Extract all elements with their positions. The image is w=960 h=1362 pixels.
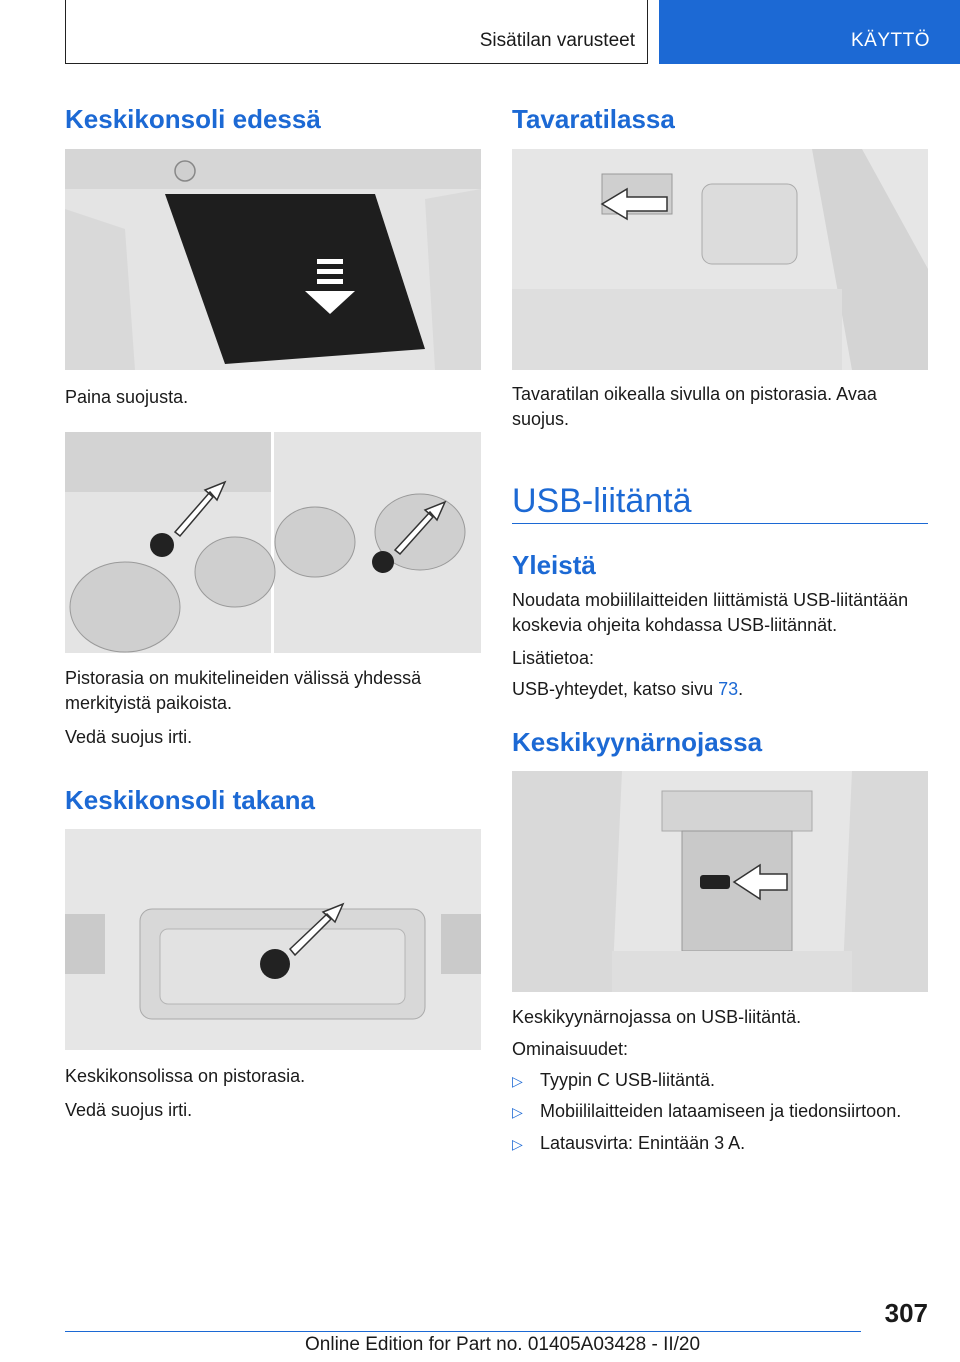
figure-armrest-usb bbox=[512, 771, 928, 992]
heading-trunk: Tavaratilassa bbox=[512, 104, 675, 134]
para-usb-connections-text: USB-yhteydet, katso sivu bbox=[512, 679, 719, 699]
list-item-text: Tyypin C USB-liitäntä. bbox=[540, 1070, 716, 1090]
para-usb-connections bbox=[512, 677, 928, 702]
heading-general: Yleistä bbox=[512, 550, 596, 580]
heading-front-console: Keskikonsoli edessä bbox=[65, 104, 321, 134]
caption-pull-cover-front: Vedä suojus irti. bbox=[65, 727, 193, 747]
para-usb-instructions: Noudata mobiililaitteiden liittämistä USB-liitäntään koskevia ohjeita kohdassa USB-liitännät. bbox=[512, 590, 909, 635]
list-item bbox=[512, 1068, 715, 1094]
para-more-info: Lisätietoa: bbox=[512, 648, 595, 668]
title-usb-port: USB-liitäntä bbox=[512, 482, 692, 520]
header-section-box bbox=[65, 0, 648, 64]
caption-pull-cover-rear: Vedä suojus irti. bbox=[65, 1100, 193, 1120]
figure-front-console bbox=[65, 149, 481, 370]
list-item bbox=[512, 1131, 745, 1157]
caption-press-cover: Paina suojusta. bbox=[65, 387, 189, 407]
triangle-bullet-icon: ▷ bbox=[512, 1073, 523, 1089]
para-usb-connections-end: . bbox=[738, 679, 744, 699]
footer-edition: Online Edition for Part no. 01405A03428 - II/20 bbox=[305, 1334, 701, 1355]
list-item bbox=[512, 1099, 901, 1125]
para-armrest-usb: Keskikyynärnojassa on USB-liitäntä. bbox=[512, 1007, 802, 1027]
caption-trunk-socket: Tavaratilan oikealla sivulla on pistorasia. Avaa suojus. bbox=[512, 384, 877, 429]
title-underline bbox=[512, 523, 928, 524]
figure-trunk-socket bbox=[512, 149, 928, 370]
list-item-text: Mobiililaitteiden lataamiseen ja tiedonsiirtoon. bbox=[540, 1101, 902, 1121]
header-chapter-title: KÄYTTÖ bbox=[850, 30, 930, 51]
figure-rear-console bbox=[65, 829, 481, 1050]
page-number: 307 bbox=[884, 1298, 928, 1328]
heading-rear-console: Keskikonsoli takana bbox=[65, 785, 315, 815]
header-chapter-box bbox=[659, 0, 960, 64]
triangle-bullet-icon: ▷ bbox=[512, 1136, 523, 1152]
caption-socket-location: Pistorasia on mukitelineiden välissä yhdessä merkityistä paikoista. bbox=[65, 668, 422, 713]
list-item-text: Latausvirta: Enintään 3 A. bbox=[540, 1133, 746, 1153]
triangle-bullet-icon: ▷ bbox=[512, 1104, 523, 1120]
footer-rule bbox=[65, 1331, 861, 1332]
para-features: Ominaisuudet: bbox=[512, 1039, 629, 1059]
caption-rear-socket: Keskikonsolissa on pistorasia. bbox=[65, 1066, 306, 1086]
header-section-title: Sisätilan varusteet bbox=[479, 30, 635, 51]
heading-armrest: Keskikyynärnojassa bbox=[512, 727, 763, 757]
figure-cupholder-socket bbox=[65, 432, 481, 653]
page-link-73[interactable]: 73 bbox=[718, 679, 739, 699]
